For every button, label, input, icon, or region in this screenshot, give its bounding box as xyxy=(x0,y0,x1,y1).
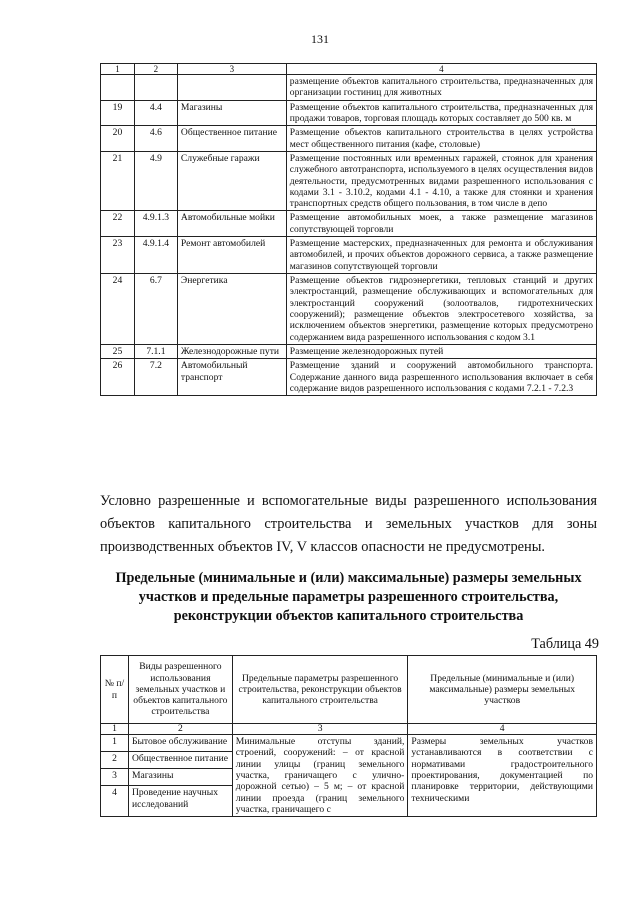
row-number xyxy=(101,75,135,101)
row-number: 19 xyxy=(101,100,135,126)
table-row xyxy=(101,100,597,126)
table-header-row xyxy=(101,656,597,724)
use-name: Железнодорожные пути xyxy=(177,344,286,358)
table-row xyxy=(101,735,597,752)
col-number: 4 xyxy=(286,64,596,75)
header-use-types: Виды разрешенного использования земельных участков и объектов капитального строительства xyxy=(128,656,232,724)
use-code: 4.9 xyxy=(134,151,177,211)
header-params: Предельные параметры разрешенного строительства, реконструкции объектов капитального строительства xyxy=(232,656,408,724)
row-number: 20 xyxy=(101,126,135,152)
row-number: 24 xyxy=(101,274,135,345)
section-title: Предельные (минимальные и (или) максимальные) размеры земельных участков и предельные параметры разрешенного строительства, реконструкции объектов капитального строительства xyxy=(115,570,582,624)
use-description: Размещение объектов капитального строительства, предназначенных для продажи товаров, торговая площадь которых составляет до 500 кв. м xyxy=(286,100,596,126)
col-number: 2 xyxy=(134,64,177,75)
use-description: Размещение железнодорожных путей xyxy=(286,344,596,358)
header-number: № п/п xyxy=(101,656,129,724)
use-description: размещение объектов капитального строительства, предназначенных для организации гостиниц для животных xyxy=(286,75,596,101)
use-code: 7.2 xyxy=(134,359,177,396)
use-description: Размещение автомобильных моек, а также размещение магазинов сопутствующей торговли xyxy=(286,211,596,237)
use-code: 4.9.1.4 xyxy=(134,237,177,274)
row-number: 26 xyxy=(101,359,135,396)
row-number: 25 xyxy=(101,344,135,358)
use-name: Бытовое обслуживание xyxy=(128,735,232,752)
col-number: 4 xyxy=(408,724,597,735)
table-row xyxy=(101,237,597,274)
table-row xyxy=(101,151,597,211)
col-number: 1 xyxy=(101,64,135,75)
use-code: 4.4 xyxy=(134,100,177,126)
use-name: Служебные гаражи xyxy=(177,151,286,211)
table-row xyxy=(101,274,597,345)
row-number: 1 xyxy=(101,735,129,752)
col-number: 1 xyxy=(101,724,129,735)
conditional-uses-paragraph: Условно разрешенные и вспомогательные виды разрешенного использования объектов капитального строительства и земельных участков для зоны производственных объектов IV, V классов опасности не предусмотрены. xyxy=(100,493,597,555)
use-code: 7.1.1 xyxy=(134,344,177,358)
use-name: Проведение научных исследований xyxy=(128,786,232,817)
table-row xyxy=(101,126,597,152)
col-number: 2 xyxy=(128,724,232,735)
use-name: Магазины xyxy=(177,100,286,126)
params-text: Минимальные отступы зданий, строений, сооружений: – от красной линии улицы (границ земельного участка, граничащего с улично-дорожной сетью) – 5 м; – от красной линии проезда (границ земельного участка, граничащего с xyxy=(232,735,408,817)
row-number: 4 xyxy=(101,786,129,817)
table-row xyxy=(101,359,597,396)
use-description: Размещение мастерских, предназначенных для ремонта и обслуживания автомобилей, и прочих объектов дорожного сервиса, а также размещение магазинов сопутствующей торговли xyxy=(286,237,596,274)
use-name: Автомобильный транспорт xyxy=(177,359,286,396)
use-code: 6.7 xyxy=(134,274,177,345)
table-row xyxy=(101,344,597,358)
header-sizes: Предельные (минимальные и (или) максимальные) размеры земельных участков xyxy=(408,656,597,724)
use-code: 4.6 xyxy=(134,126,177,152)
use-description: Размещение объектов гидроэнергетики, тепловых станций и других электростанций, размещение обслуживающих и вспомогательных для электростанций сооружений (золоотвалов, гидротехнических сооружений); размещение объектов электросетевого хозяйства, за исключением объектов энергетики, размещение которых предусмотрено содержанием вида разрешенного использования с кодом 3.1 xyxy=(286,274,596,345)
row-number: 21 xyxy=(101,151,135,211)
use-code xyxy=(134,75,177,101)
row-number: 3 xyxy=(101,769,129,786)
table-row xyxy=(101,211,597,237)
table-column-numbers xyxy=(101,724,597,735)
row-number: 22 xyxy=(101,211,135,237)
col-number: 3 xyxy=(177,64,286,75)
use-name xyxy=(177,75,286,101)
page-number: 131 xyxy=(311,32,329,46)
use-name: Общественное питание xyxy=(177,126,286,152)
use-description: Размещение постоянных или временных гаражей, стоянок для хранения служебного автотранспорта, используемого в целях осуществления видов деятельности, предусмотренных видами разрешенного использования с кодами 3.1 - 3.10.2, кодами 4.1 - 4.10, а также для стоянки и хранения транспортных средств общего пользования, в том числе в депо xyxy=(286,151,596,211)
use-name: Автомобильные мойки xyxy=(177,211,286,237)
use-name: Общественное питание xyxy=(128,752,232,769)
table-row xyxy=(101,75,597,101)
table-caption: Таблица 49 xyxy=(531,636,599,652)
row-number: 23 xyxy=(101,237,135,274)
use-name: Энергетика xyxy=(177,274,286,345)
use-code: 4.9.1.3 xyxy=(134,211,177,237)
use-description: Размещение объектов капитального строительства в целях устройства мест общественного питания (кафе, столовые) xyxy=(286,126,596,152)
use-name: Магазины xyxy=(128,769,232,786)
row-number: 2 xyxy=(101,752,129,769)
permitted-uses-table xyxy=(100,63,597,396)
table-column-numbers xyxy=(101,64,597,75)
limit-parameters-table xyxy=(100,655,597,817)
use-name: Ремонт автомобилей xyxy=(177,237,286,274)
use-description: Размещение зданий и сооружений автомобильного транспорта. Содержание данного вида разрешенного использования включает в себя содержание видов разрешенного использования с кодами 7.2.1 - 7.2.3 xyxy=(286,359,596,396)
sizes-text: Размеры земельных участков устанавливаются в соответствии с нормативами градостроительного проектирования, документацией по планировке территории, действующими техническими xyxy=(408,735,597,817)
col-number: 3 xyxy=(232,724,408,735)
